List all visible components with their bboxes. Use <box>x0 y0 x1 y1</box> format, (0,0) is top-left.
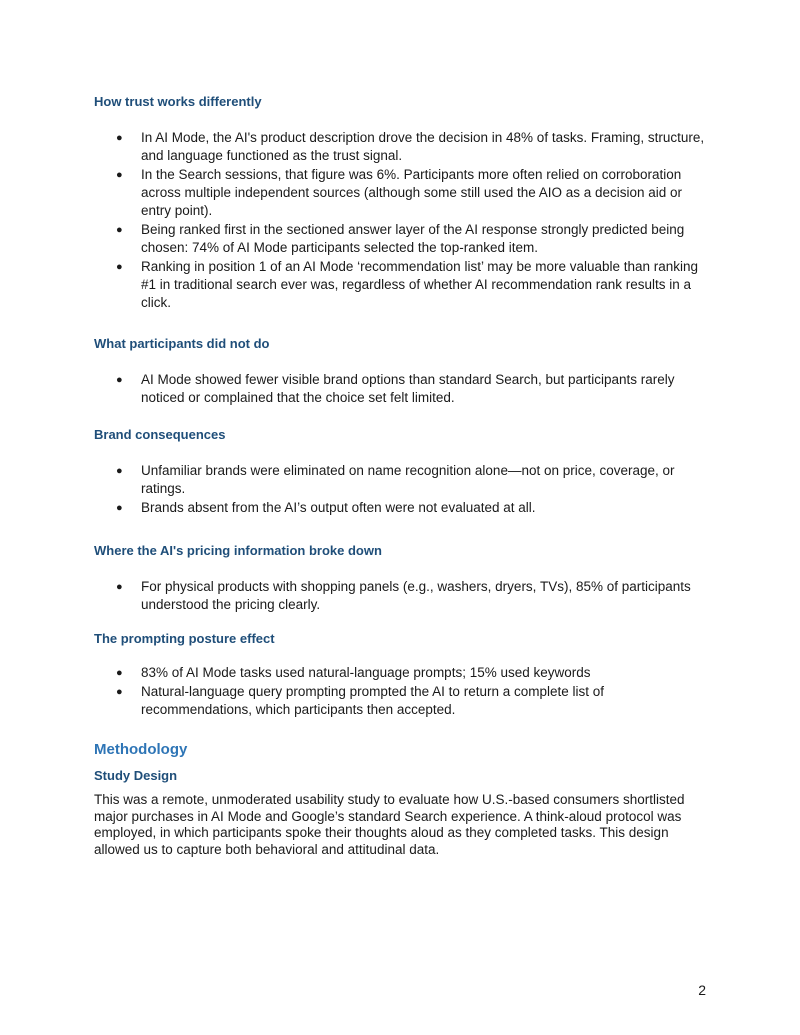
page-number: 2 <box>698 982 706 998</box>
bullet-item: ● Natural-language query prompting prompted the AI to return a complete list of recommendations, which participants then accepted. <box>94 683 714 719</box>
bullet-item: ● AI Mode showed fewer visible brand options than standard Search, but participants rarely noticed or complained that the choice set felt limited. <box>94 371 714 407</box>
bullet-item: ● 83% of AI Mode tasks used natural-language prompts; 15% used keywords <box>94 664 714 682</box>
bullet-list-prompting <box>94 664 714 719</box>
study-design-heading: Study Design <box>94 768 178 783</box>
section-heading-pricing: Where the AI's pricing information broke down <box>94 543 382 558</box>
section-heading-brand-consequences: Brand consequences <box>94 427 226 442</box>
bullet-item: ● Ranking in position 1 of an AI Mode ‘recommendation list’ may be more valuable than ranking #1 in traditional search ever was, regardless of whether AI recommendation rank results in a click. <box>94 258 714 312</box>
bullet-list-trust <box>94 129 714 312</box>
bullet-list-did-not-do <box>94 371 714 407</box>
section-heading-trust: How trust works differently <box>94 94 262 109</box>
bullet-item: ● In the Search sessions, that figure was 6%. Participants more often relied on corroboration across multiple independent sources (although some still used the AIO as a decision aid or entry point). <box>94 166 714 220</box>
bullet-item: ● Brands absent from the AI’s output often were not evaluated at all. <box>94 499 714 517</box>
bullet-item: ● In AI Mode, the AI's product description drove the decision in 48% of tasks. Framing, structure, and language functioned as the trust signal. <box>94 129 714 165</box>
methodology-heading: Methodology <box>94 741 188 758</box>
section-heading-did-not-do: What participants did not do <box>94 336 270 351</box>
study-design-paragraph: This was a remote, unmoderated usability study to evaluate how U.S.-based consumers shortlisted major purchases in AI Mode and Google’s standard Search experience. A think-aloud protocol was employed, in which participants spoke their thoughts aloud as they completed tasks. This design allowed us to capture both behavioral and attitudinal data. <box>94 792 685 857</box>
bullet-list-pricing <box>94 578 714 614</box>
bullet-item: ● Being ranked first in the sectioned answer layer of the AI response strongly predicted being chosen: 74% of AI Mode participants selected the top-ranked item. <box>94 221 714 257</box>
bullet-list-brand-consequences <box>94 462 714 517</box>
document-page <box>94 94 714 858</box>
section-heading-prompting: The prompting posture effect <box>94 631 275 646</box>
bullet-item: ● Unfamiliar brands were eliminated on name recognition alone—not on price, coverage, or ratings. <box>94 462 714 498</box>
bullet-item: ● For physical products with shopping panels (e.g., washers, dryers, TVs), 85% of participants understood the pricing clearly. <box>94 578 714 614</box>
